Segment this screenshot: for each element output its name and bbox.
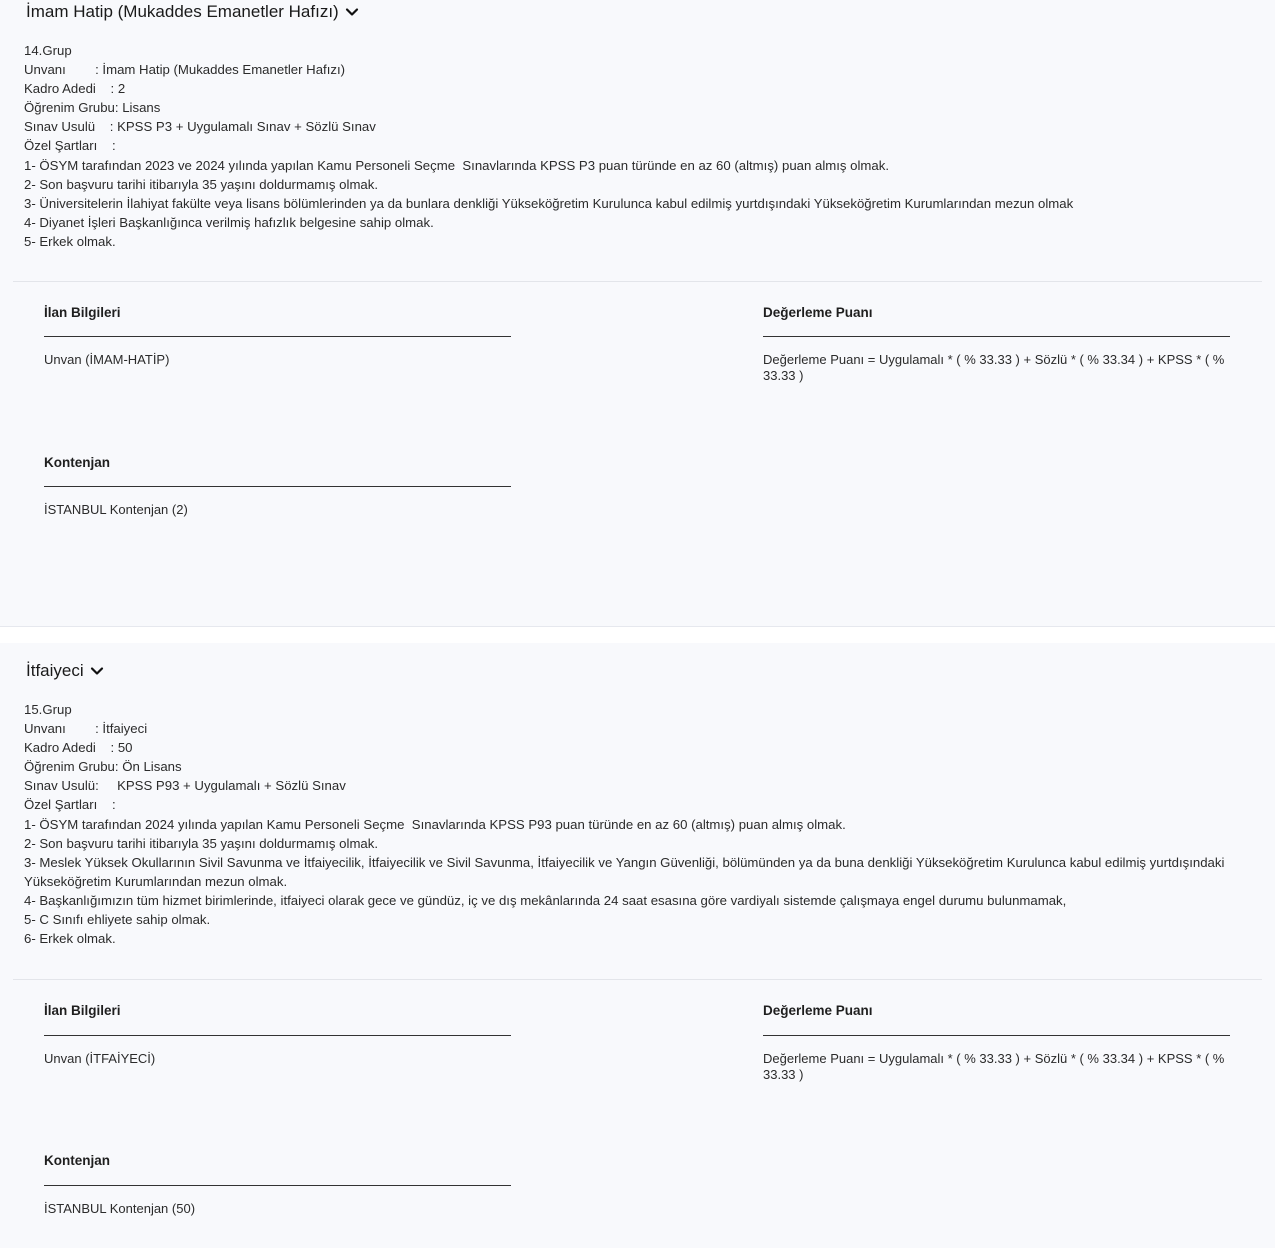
divider	[13, 281, 1262, 282]
kontenjan-heading: Kontenjan	[44, 455, 110, 470]
description-line: Öğrenim Grubu: Ön Lisans	[24, 759, 182, 775]
description-line: 5- C Sınıfı ehliyete sahip olmak.	[24, 912, 211, 928]
description-line: Unvanı : İmam Hatip (Mukaddes Emanetler Hafızı)	[24, 62, 346, 78]
heading-underline	[44, 1185, 511, 1186]
degerleme-puani-value: Değerleme Puanı = Uygulamalı * ( % 33.33 ) + Sözlü * ( % 33.34 ) + KPSS * ( % 33.33 )	[763, 352, 1225, 383]
kontenjan-value: İSTANBUL Kontenjan (50)	[44, 1201, 196, 1216]
heading-underline	[44, 1035, 511, 1036]
divider	[13, 979, 1262, 980]
position-description	[24, 700, 1251, 948]
section-toggle[interactable]	[26, 661, 104, 681]
ilan-bilgileri-value: Unvan (İMAM-HATİP)	[44, 352, 170, 367]
ilan-bilgileri-heading: İlan Bilgileri	[44, 305, 121, 320]
degerleme-puani-value: Değerleme Puanı = Uygulamalı * ( % 33.33 ) + Sözlü * ( % 33.34 ) + KPSS * ( % 33.33 )	[763, 1051, 1225, 1082]
position-section	[0, 643, 1275, 1248]
description-line: Öğrenim Grubu: Lisans	[24, 100, 161, 116]
description-line: 4- Başkanlığımızın tüm hizmet birimlerinde, itfaiyeci olarak gece ve gündüz, iç ve dış mekânlarında 24 saat esasına göre vardiyalı sistemde çalışmaya engel durumu bulunmamak,	[24, 892, 1067, 908]
kontenjan-heading: Kontenjan	[44, 1153, 110, 1168]
section-separator	[0, 626, 1275, 627]
description-line: 4- Diyanet İşleri Başkanlığınca verilmiş hafızlık belgesine sahip olmak.	[24, 214, 434, 230]
description-line: 6- Erkek olmak.	[24, 931, 116, 947]
description-line: Özel Şartları :	[24, 138, 116, 154]
degerleme-puani-heading: Değerleme Puanı	[763, 305, 873, 320]
description-line: 5- Erkek olmak.	[24, 233, 116, 249]
degerleme-puani-heading: Değerleme Puanı	[763, 1003, 873, 1018]
heading-underline	[763, 336, 1230, 337]
description-line: Sınav Usulü: KPSS P93 + Uygulamalı + Sözlü Sınav	[24, 778, 346, 794]
kontenjan-value: İSTANBUL Kontenjan (2)	[44, 502, 188, 517]
chevron-down-icon	[90, 664, 104, 678]
description-line: 3- Meslek Yüksek Okullarının Sivil Savunma ve İtfaiyecilik, İtfaiyecilik ve Sivil Savunma, İtfaiyecilik ve Yangın Güvenliği, bölümünden ya da buna denkliği Yükseköğretim Kurulunca kabul edilmiş yurtdışındaki Yükseköğretim Kurumlarından mezun olmak.	[24, 854, 1228, 889]
ilan-bilgileri-heading: İlan Bilgileri	[44, 1003, 121, 1018]
description-line: 1- ÖSYM tarafından 2024 yılında yapılan Kamu Personeli Seçme Sınavlarında KPSS P93 puan türünde en az 60 (altmış) puan almış olmak.	[24, 816, 846, 832]
description-line: Kadro Adedi : 2	[24, 81, 126, 97]
description-line: Kadro Adedi : 50	[24, 740, 133, 756]
position-description	[24, 41, 1251, 251]
heading-underline	[763, 1035, 1230, 1036]
description-line: 2- Son başvuru tarihi itibarıyla 35 yaşını doldurmamış olmak.	[24, 835, 379, 851]
description-line: 2- Son başvuru tarihi itibarıyla 35 yaşını doldurmamış olmak.	[24, 176, 379, 192]
ilan-bilgileri-value: Unvan (İTFAİYECİ)	[44, 1051, 156, 1066]
section-toggle[interactable]	[26, 2, 359, 22]
section-title: İmam Hatip (Mukaddes Emanetler Hafızı)	[26, 2, 339, 21]
description-line: 15.Grup	[24, 702, 72, 717]
description-line: Özel Şartları :	[24, 797, 116, 813]
heading-underline	[44, 336, 511, 337]
heading-underline	[44, 486, 511, 487]
description-line: Unvanı : İtfaiyeci	[24, 721, 148, 737]
description-line: 1- ÖSYM tarafından 2023 ve 2024 yılında yapılan Kamu Personeli Seçme Sınavlarında KPSS P3 puan türünde en az 60 (altmış) puan almış olmak.	[24, 157, 889, 173]
section-title: İtfaiyeci	[26, 661, 84, 680]
chevron-down-icon	[345, 5, 359, 19]
description-line: 14.Grup	[24, 43, 72, 58]
description-line: Sınav Usulü : KPSS P3 + Uygulamalı Sınav + Sözlü Sınav	[24, 119, 376, 135]
description-line: 3- Üniversitelerin İlahiyat fakülte veya lisans bölümlerinden ya da bunlara denkliği Yükseköğretim Kurulunca kabul edilmiş yurtdışındaki Yükseköğretim Kurumlarından mezun olmak	[24, 195, 1074, 211]
